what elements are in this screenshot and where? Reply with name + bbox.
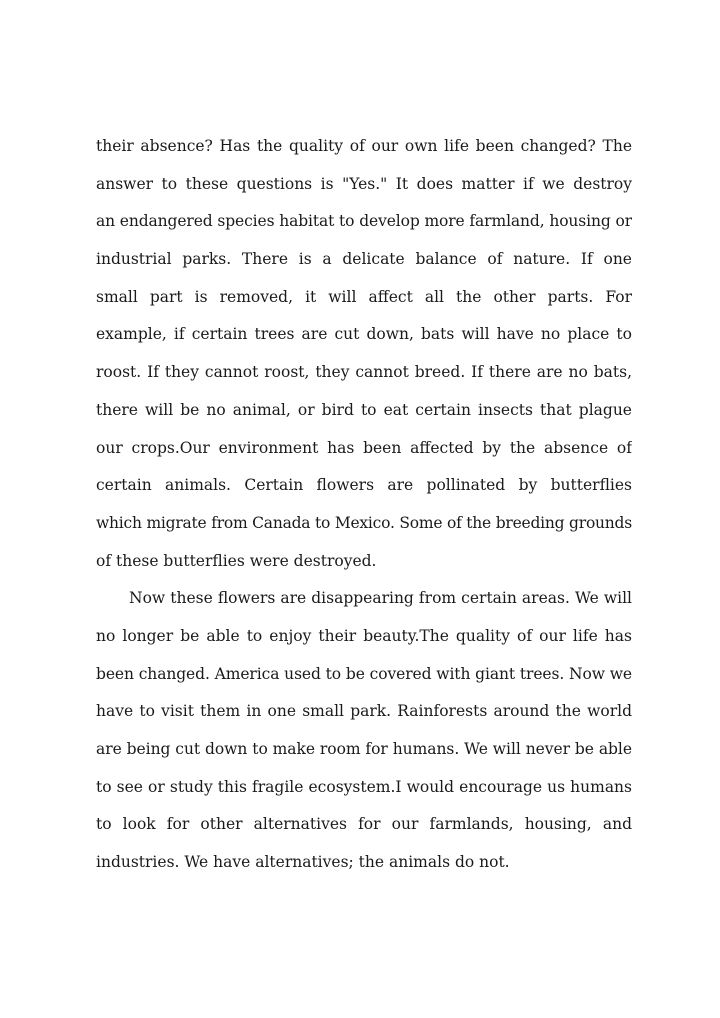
paragraph-line: an endangered species habitat to develop more farmland, housing or <box>96 212 632 231</box>
paragraph-2 <box>96 580 632 882</box>
paragraph-line: there will be no animal, or bird to eat certain insects that plague <box>96 400 632 419</box>
paragraph-1 <box>96 128 632 580</box>
paragraph-line: industrial parks. There is a delicate balance of nature. If one <box>96 250 632 269</box>
paragraph-line: been changed. America used to be covered with giant trees. Now we <box>96 664 632 683</box>
paragraph-line: are being cut down to make room for humans. We will never be able <box>96 740 632 758</box>
paragraph-line: to see or study this fragile ecosystem.I would encourage us humans <box>96 777 632 796</box>
paragraph-line: example, if certain trees are cut down, bats will have no place to <box>96 325 632 344</box>
paragraph-line: their absence? Has the quality of our own life been changed? The <box>96 137 632 155</box>
paragraph-line: Now these flowers are disappearing from certain areas. We will <box>129 589 632 608</box>
paragraph-line: our crops.Our environment has been affected by the absence of <box>96 438 632 457</box>
paragraph-line: which migrate from Canada to Mexico. Some of the breeding grounds <box>96 513 632 532</box>
paragraph-line: roost. If they cannot roost, they cannot breed. If there are no bats, <box>96 363 632 382</box>
paragraph-line: answer to these questions is "Yes." It does matter if we destroy <box>96 174 632 193</box>
paragraph-line: no longer be able to enjoy their beauty.The quality of our life has <box>96 626 632 645</box>
paragraph-line: certain animals. Certain flowers are pollinated by butterflies <box>96 476 632 495</box>
paragraph-line: small part is removed, it will affect all the other parts. For <box>96 287 632 306</box>
paragraph-line: have to visit them in one small park. Rainforests around the world <box>96 702 632 721</box>
paragraph-line: of these butterflies were destroyed. <box>96 551 377 570</box>
paragraph-line: to look for other alternatives for our farmlands, housing, and <box>96 815 632 834</box>
document-body <box>96 128 632 882</box>
paragraph-line: industries. We have alternatives; the animals do not. <box>96 853 510 872</box>
